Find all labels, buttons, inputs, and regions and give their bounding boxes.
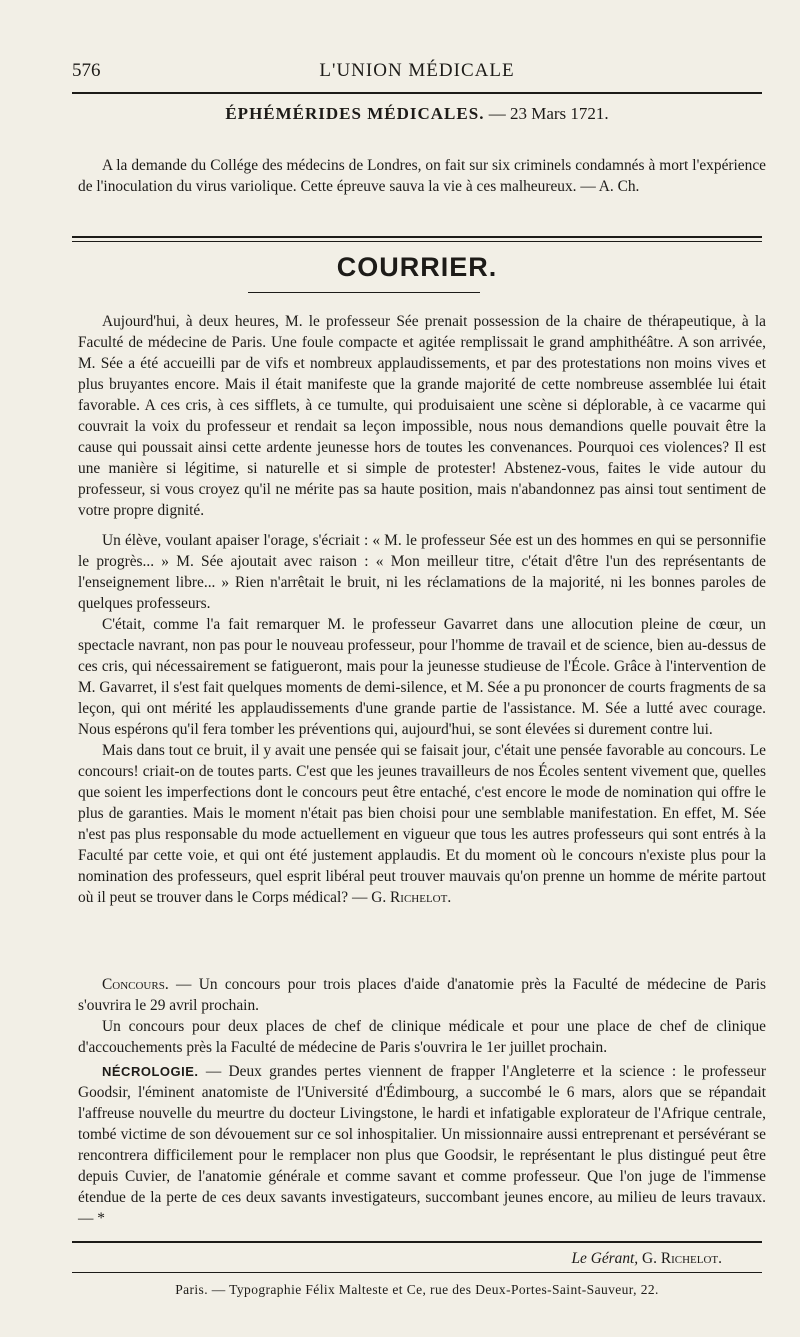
page-number: 576: [72, 60, 101, 81]
necrologie-text: — Deux grandes pertes viennent de frapper l'Angleterre et la science : le professeur Goodsir, l'éminent anatomiste de l'Université d'Édimbourg, a succombé le 6 mars, alors que se répandait l'affreuse nouvelle du meurtre du docteur Livingstone, le hardi et infatigable explorateur de l'Afrique centrale, tombé victime de son dévouement sur ce sol inhospitalier. Un missionnaire aussi entreprenant et persévérant se rencontrera difficilement pour le remplacer non plus que Goodsir, le représentant le plus distingué peut être depuis Cuvier, de l'anatomie générale et comme savant et comme professeur. Que l'on juge de l'immense étendue de la perte de ces deux savants investigateurs, succombant jeunes encore, au milieu de leurs travaux. — *: [78, 1063, 766, 1227]
section-rule-thin: [72, 241, 762, 242]
courrier-paragraph-2: Un élève, voulant apaiser l'orage, s'écriait : « M. le professeur Sée est un des hommes en qui se personnifie le progrès... » M. Sée ajoutait avec raison : « Mon meilleur titre, c'était d'être l'un des représentants de l'enseignement libre... » Rien n'arrêtait le bruit, ni les réclamations de la majorité, ni les bonnes paroles de quelques professeurs.: [78, 532, 766, 612]
courrier-signature: G. Richelot.: [371, 889, 452, 906]
gerant-label: Le Gérant,: [571, 1250, 639, 1267]
courrier-paragraph-4: [78, 740, 766, 908]
courrier-paragraph-3: C'était, comme l'a fait remarquer M. le professeur Gavarret dans une allocution pleine de cœur, un spectacle navrant, non pas pour le nouveau professeur, pour l'homme de travail et de science, bien au-dessus de ces cris, qui nécessairement se fatigueront, mais pour la jeunesse studieuse de l'École. Grâce à l'intervention de M. Gavarret, il s'est fait quelques moments de demi-silence, et M. Sée a pu prononcer de courts fragments de sa leçon, qui ont mérité les applaudissements d'une grande partie de l'assistance. M. Sée a lutté avec courage. Nous espérons qu'il fera tomber les préventions qui, aujourd'hui, se sont élevées si durement contre lui.: [78, 616, 766, 738]
concours-text: — Un concours pour trois places d'aide d'anatomie près la Faculté de médecine de Paris s'ouvrira le 29 avril prochain.: [78, 976, 766, 1014]
imprint: Paris. — Typographie Félix Malteste et Ce, rue des Deux-Portes-Saint-Sauveur, 22.: [175, 1282, 659, 1297]
courrier-title: COURRIER.: [336, 252, 498, 282]
necrologie-paragraph: [78, 1061, 766, 1229]
necrologie-label: NÉCROLOGIE.: [102, 1064, 199, 1079]
gerant-line: [72, 1250, 722, 1268]
concours-label: Concours.: [102, 976, 169, 993]
ephemerides-date: — 23 Mars 1721.: [488, 104, 609, 123]
ephemerides-title: ÉPHÉMÉRIDES MÉDICALES.: [225, 104, 485, 123]
header-rule: [72, 92, 762, 94]
page-header: [72, 58, 762, 86]
courrier-paragraph-4-text: Mais dans tout ce bruit, il y avait une pensée qui se faisait jour, c'était une pensée favorable au concours. Le concours! criait-on de toutes parts. C'est que les jeunes travailleurs de nos Écoles sentent vivement que, quelles que soient les imperfections dont le concours peut être entaché, c'est encore le mode de nomination qui offre le plus de garanties. Mais le moment n'était pas bien choisi pour une semblable manifestation. En effet, M. Sée n'est pas plus responsable du mode actuellement en vigueur que tous les autres professeurs qui sont entrés à la Faculté par cette voie, et qui ont été justement applaudis. Et du moment où le concours n'existe plus pour la nomination des professeurs, quel esprit libéral peut trouver mauvais qu'on prenne un homme de mérite partout où il peut se trouver dans le Corps médical? —: [78, 742, 766, 906]
section-rule-top: [72, 236, 762, 238]
ephemerides-heading: [72, 104, 762, 124]
courrier-paragraph-1: Aujourd'hui, à deux heures, M. le professeur Sée prenait possession de la chaire de thérapeutique, à la Faculté de médecine de Paris. Une foule compacte et agitée remplissait le grand amphithéâtre. A son arrivée, M. Sée a été accueilli par de vifs et nombreux applaudissements, et par des protestations non moins vives et plus bruyantes encore. Mais il était manifeste que la grande majorité de cette nombreuse assemblée lui était favorable. A ces cris, à ces sifflets, à ce tumulte, qui produisaient une scène si déplorable, à ce vacarme qui couvrait la voix du professeur et rendait sa leçon impossible, nous nous demandions quelle pouvait être la cause qui poussait ainsi cette ardente jeunesse hors de toutes les convenances. Pourquoi ces violences? Il est une manière si légitime, si naturelle et si simple de protester! Abstenez-vous, faites le vide autour du professeur, si vous croyez qu'il ne mérite pas sa haute position, mais n'abandonnez pas ainsi tout sentiment de votre propre dignité.: [78, 313, 766, 519]
imprint-rule: [72, 1272, 762, 1273]
journal-title: L'UNION MÉDICALE: [319, 60, 515, 81]
footer-rule: [72, 1241, 762, 1243]
concours-paragraph: [78, 974, 766, 1016]
courrier-underline: [248, 292, 480, 293]
concours-paragraph-2: Un concours pour deux places de chef de clinique médicale et pour une place de chef de clinique d'accouchements près la Faculté de médecine de Paris s'ouvrira le 1er juillet prochain.: [78, 1018, 766, 1056]
gerant-name: G. Richelot.: [642, 1250, 722, 1267]
ephemerides-text: A la demande du Collége des médecins de Londres, on fait sur six criminels condamnés à mort l'expérience de l'inoculation du virus variolique. Cette épreuve sauva la vie à ces malheureux. — A. Ch.: [78, 157, 766, 195]
